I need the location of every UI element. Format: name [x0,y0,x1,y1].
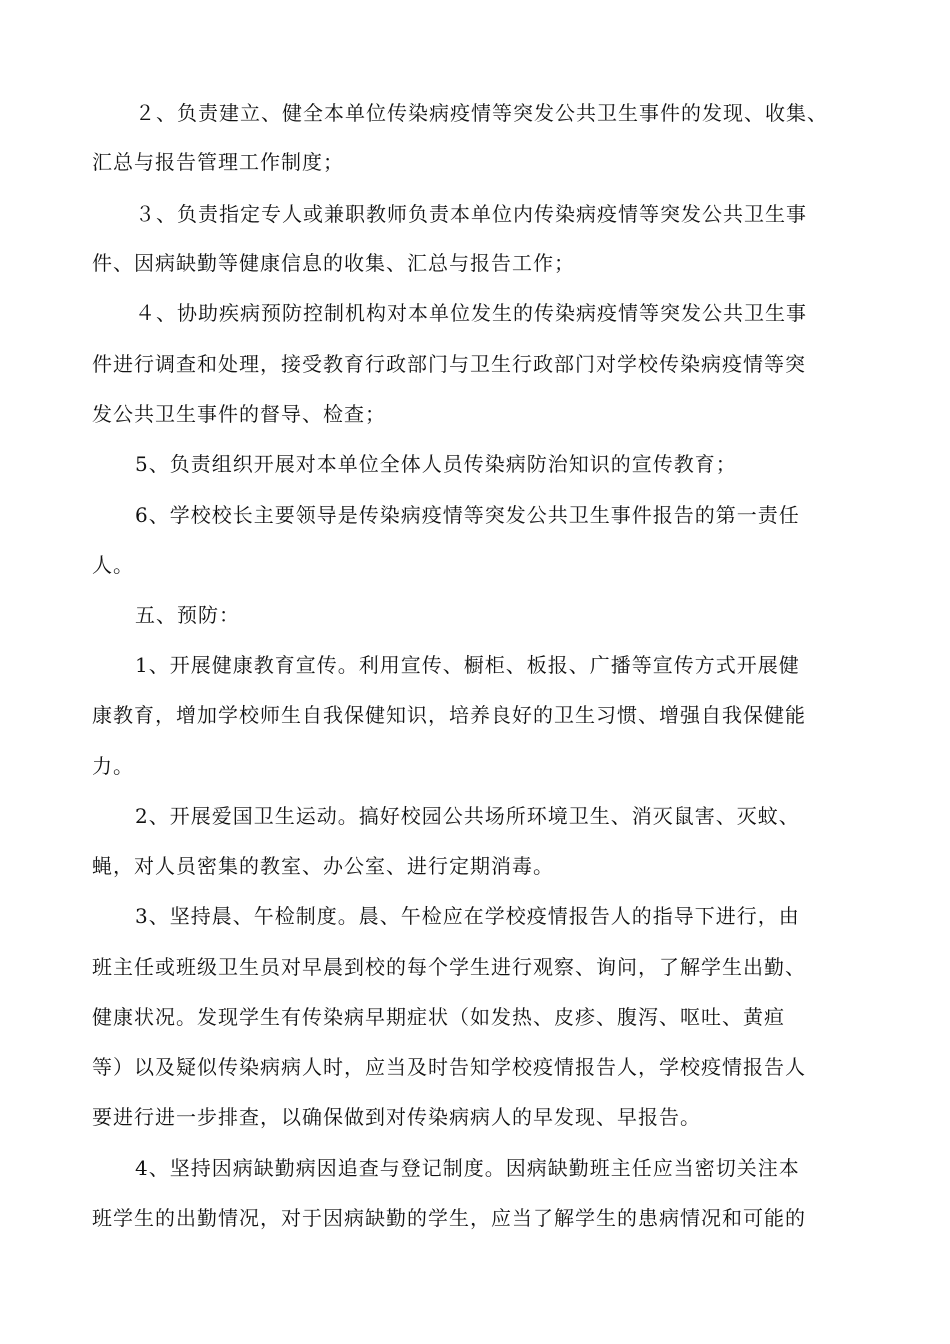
text-line: 件进行调查和处理，接受教育行政部门与卫生行政部门对学校传染病疫情等突 [92,352,806,376]
text-line: ４、协助疾病预防控制机构对本单位发生的传染病疫情等突发公共卫生事 [135,301,807,325]
text-line: 班学生的出勤情况，对于因病缺勤的学生，应当了解学生的患病情况和可能的 [92,1206,806,1230]
text-line: 汇总与报告管理工作制度； [92,150,344,174]
section-heading: 五、预防： [135,603,240,627]
text-line: ２、负责建立、健全本单位传染病疫情等突发公共卫生事件的发现、收集、 [135,101,828,125]
text-line: 等）以及疑似传染病病人时，应当及时告知学校疫情报告人，学校疫情报告人 [92,1055,806,1079]
text-line: 件、因病缺勤等健康信息的收集、汇总与报告工作； [92,251,575,275]
text-line: 2、开展爱国卫生运动。搞好校园公共场所环境卫生、消灭鼠害、灭蚊、 [135,804,800,828]
text-line: 4、坚持因病缺勤病因追查与登记制度。因病缺勤班主任应当密切关注本 [135,1156,800,1180]
text-line: 5、负责组织开展对本单位全体人员传染病防治知识的宣传教育； [135,452,737,476]
text-line: 1、开展健康教育宣传。利用宣传、橱柜、板报、广播等宣传方式开展健 [135,653,800,677]
text-line: 6、学校校长主要领导是传染病疫情等突发公共卫生事件报告的第一责任 [135,503,800,527]
text-line: ３、负责指定专人或兼职教师负责本单位内传染病疫情等突发公共卫生事 [135,202,807,226]
text-line: 健康状况。发现学生有传染病早期症状（如发热、皮疹、腹泻、呕吐、黄疸 [92,1005,785,1029]
text-line: 力。 [92,754,134,778]
text-line: 3、坚持晨、午检制度。晨、午检应在学校疫情报告人的指导下进行，由 [135,904,800,928]
text-line: 要进行进一步排查，以确保做到对传染病病人的早发现、早报告。 [92,1105,701,1129]
text-line: 发公共卫生事件的督导、检查； [92,402,386,426]
text-line: 蝇，对人员密集的教室、办公室、进行定期消毒。 [92,854,554,878]
text-line: 康教育，增加学校师生自我保健知识，培养良好的卫生习惯、增强自我保健能 [92,703,806,727]
text-line: 人。 [92,553,134,577]
text-line: 班主任或班级卫生员对早晨到校的每个学生进行观察、询问，了解学生出勤、 [92,955,806,979]
